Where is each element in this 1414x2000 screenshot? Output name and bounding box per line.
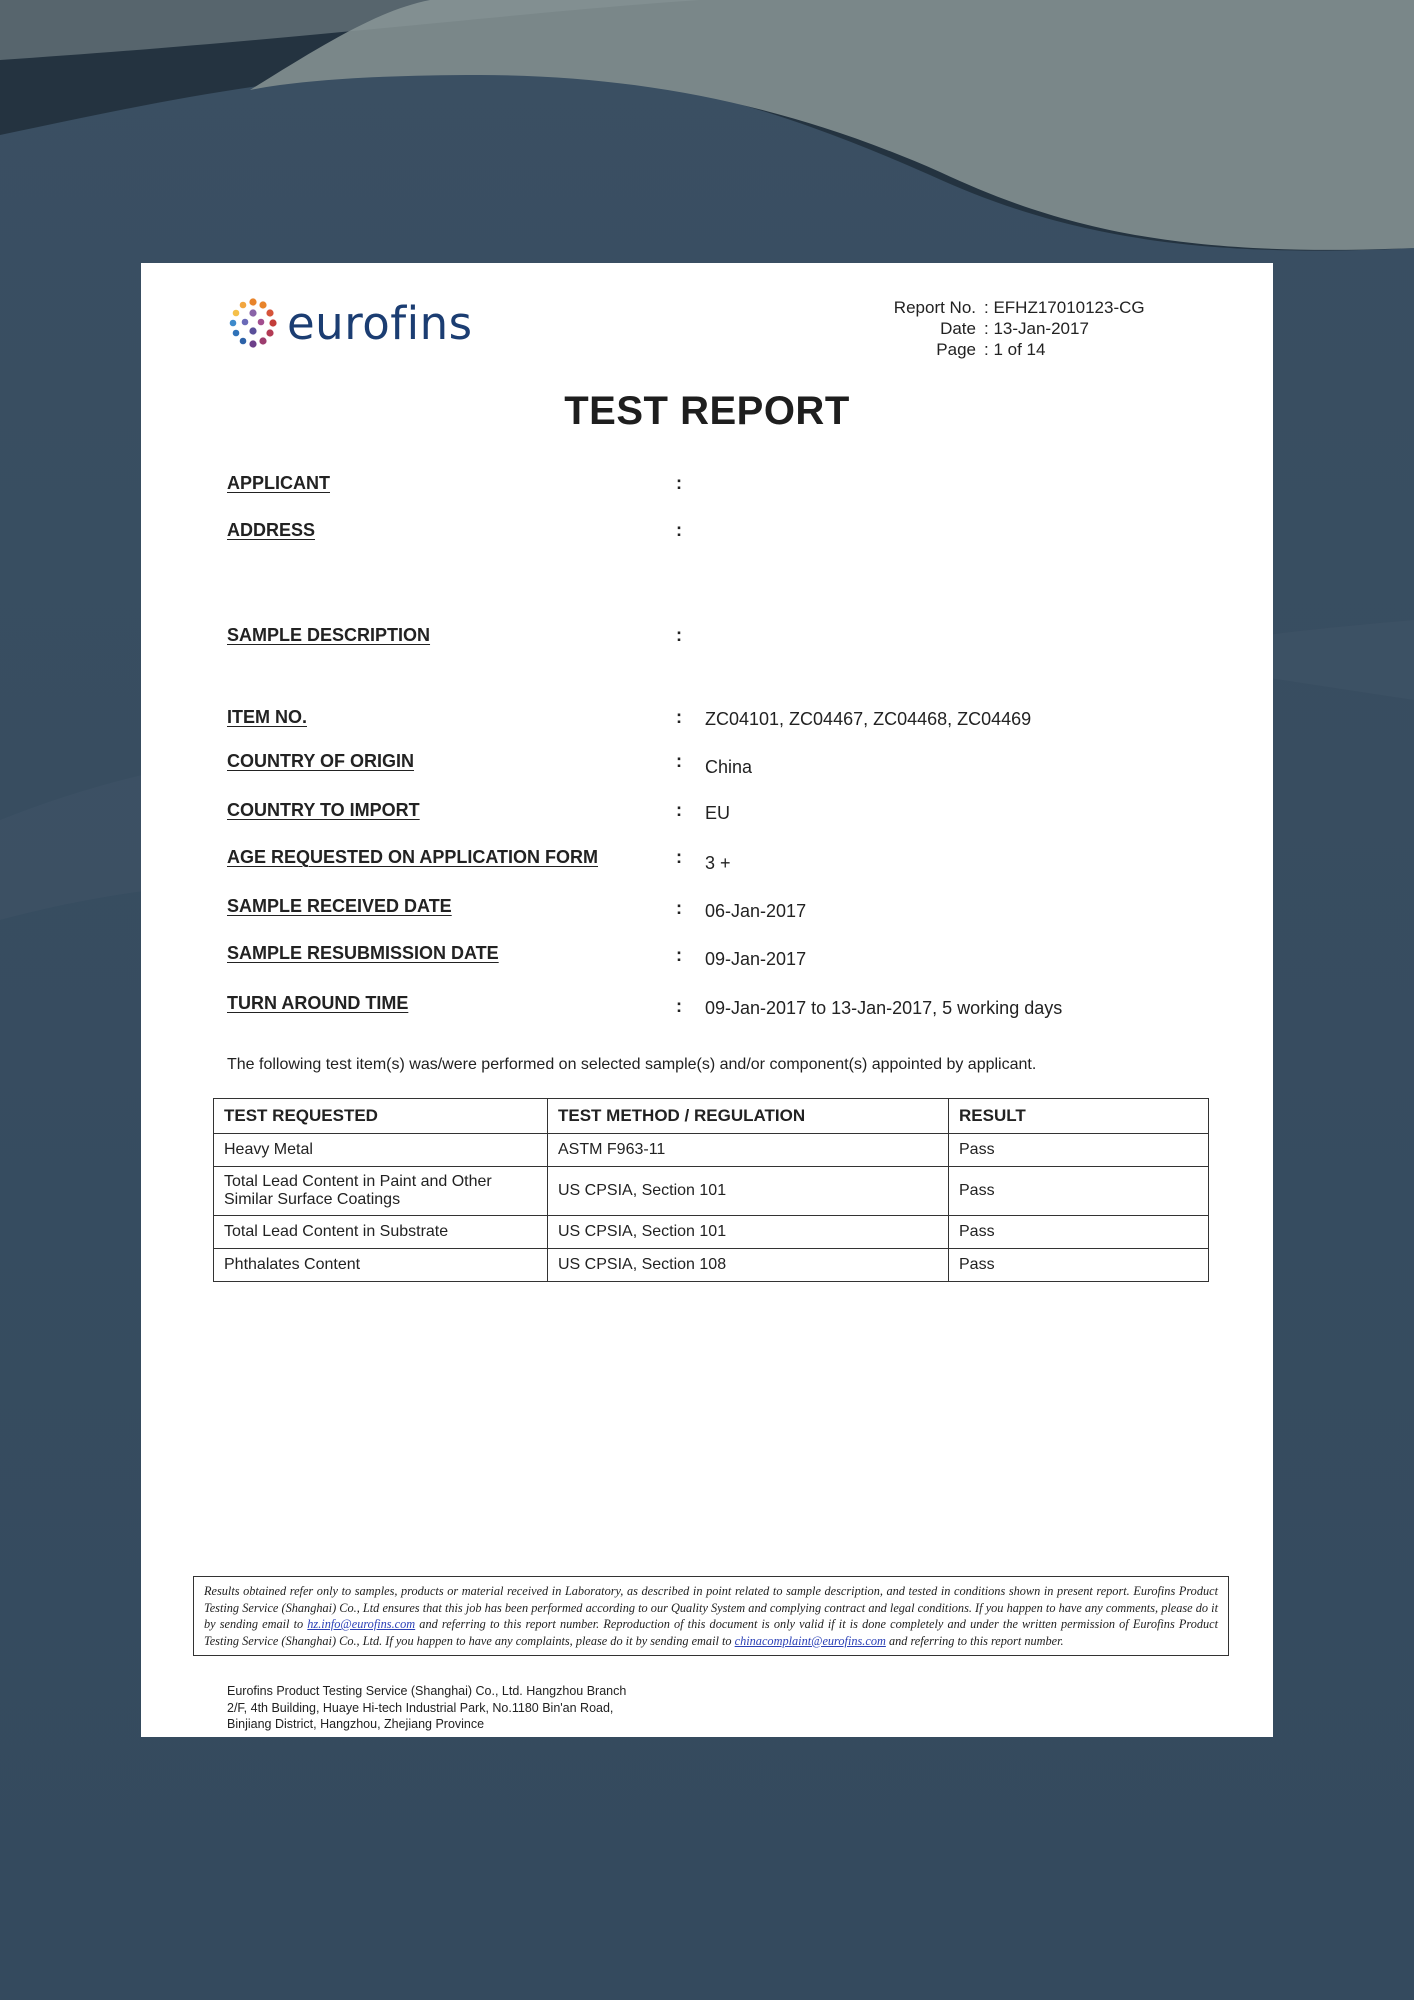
field-colon: :: [676, 996, 682, 1016]
field-label: TURN AROUND TIME: [227, 993, 409, 1013]
cell-method: ASTM F963-11: [548, 1134, 949, 1167]
eurofins-logo-icon: [225, 295, 281, 351]
field-value: China: [705, 757, 753, 777]
table-row: [214, 1249, 1209, 1282]
cell-method: US CPSIA, Section 101: [548, 1167, 949, 1216]
cell-test: Total Lead Content in Substrate: [214, 1216, 548, 1249]
field-colon: :: [676, 473, 682, 493]
cell-method: US CPSIA, Section 108: [548, 1249, 949, 1282]
field-value: 09-Jan-2017: [705, 949, 807, 969]
disclaimer-text: and referring to this report number.: [888, 1633, 1064, 1648]
col-result: RESULT: [949, 1099, 1209, 1134]
field-value: 3 +: [705, 853, 731, 873]
cell-test: Heavy Metal: [214, 1134, 548, 1167]
table-row: [214, 1167, 1209, 1216]
field-label: ITEM NO.: [227, 707, 307, 727]
eurofins-logo: [225, 291, 473, 355]
field-value: 06-Jan-2017: [705, 901, 807, 921]
logo-wordmark: eurofins: [287, 296, 473, 350]
test-results-table: [213, 1098, 1209, 1282]
field-label: COUNTRY TO IMPORT: [227, 800, 420, 820]
complaint-email-link[interactable]: chinacomplaint@eurofins.com: [734, 1633, 886, 1648]
table-row: [214, 1134, 1209, 1167]
col-test-requested: TEST REQUESTED: [214, 1099, 548, 1134]
cell-result: Pass: [949, 1134, 1209, 1167]
field-colon: :: [676, 520, 682, 540]
date-label: Date: [940, 319, 976, 338]
field-label: SAMPLE RECEIVED DATE: [227, 896, 452, 916]
field-value: EU: [705, 803, 731, 823]
field-colon: :: [676, 707, 682, 727]
field-label: APPLICANT: [227, 473, 330, 493]
field-colon: :: [676, 898, 682, 918]
table-row: [214, 1216, 1209, 1249]
disclaimer-text: Results obtained refer only to samples, products or material received in Laboratory, as described in point related to sample description, and tested in conditions shown in present report. Eurofins Product Testing Service (Shanghai) Co., Ltd ensures that this job has been performed according to our Quality System and complying contract and legal conditions. If you happen to have any comments, please do it by sending email to: [204, 1584, 1218, 1631]
report-page: [141, 263, 1273, 1737]
page-title: TEST REPORT: [564, 389, 850, 433]
report-no-value: : EFHZ17010123-CG: [984, 298, 1145, 317]
page-value: : 1 of 14: [984, 340, 1046, 359]
col-test-method: TEST METHOD / REGULATION: [548, 1099, 949, 1134]
field-label: SAMPLE RESUBMISSION DATE: [227, 943, 499, 963]
field-label: AGE REQUESTED ON APPLICATION FORM: [227, 847, 599, 867]
field-label: COUNTRY OF ORIGIN: [227, 751, 415, 771]
report-no-label: Report No.: [893, 298, 976, 317]
table-header-row: [214, 1099, 1209, 1134]
disclaimer-box: [193, 1576, 1229, 1656]
page-label: Page: [936, 340, 976, 359]
cell-test: Total Lead Content in Paint and Other Similar Surface Coatings: [214, 1167, 548, 1216]
address-line: Eurofins Product Testing Service (Shanghai) Co., Ltd. Hangzhou Branch: [227, 1684, 627, 1698]
cell-method: US CPSIA, Section 101: [548, 1216, 949, 1249]
field-colon: :: [676, 847, 682, 867]
field-value: 09-Jan-2017 to 13-Jan-2017, 5 working days: [705, 998, 1063, 1018]
field-colon: :: [676, 800, 682, 820]
cell-result: Pass: [949, 1249, 1209, 1282]
date-value: : 13-Jan-2017: [984, 319, 1089, 338]
info-email-link[interactable]: hz.info@eurofins.com: [307, 1617, 416, 1631]
company-address: [227, 1683, 626, 1733]
cell-test: Phthalates Content: [214, 1249, 548, 1282]
disclaimer-text: and referring to this report number. Reproduction of this document is only valid if it is done completely and under the written permission of Eurofins Product Testing Service (Shanghai) Co., Ltd. If you happen to have any complaints, please do it by sending email to: [204, 1617, 1219, 1648]
field-colon: :: [676, 625, 682, 645]
field-label: ADDRESS: [227, 520, 316, 540]
address-line: Binjiang District, Hangzhou, Zhejiang Province: [227, 1717, 485, 1731]
field-label: SAMPLE DESCRIPTION: [227, 625, 431, 645]
field-colon: :: [676, 751, 682, 771]
cell-result: Pass: [949, 1216, 1209, 1249]
intro-text: The following test item(s) was/were performed on selected sample(s) and/or component(s) appointed by applicant.: [227, 1056, 1037, 1073]
field-colon: :: [676, 945, 682, 965]
cell-result: Pass: [949, 1167, 1209, 1216]
address-line: 2/F, 4th Building, Huaye Hi-tech Industrial Park, No.1180 Bin'an Road,: [227, 1700, 614, 1715]
field-value: ZC04101, ZC04467, ZC04468, ZC04469: [705, 709, 1032, 729]
